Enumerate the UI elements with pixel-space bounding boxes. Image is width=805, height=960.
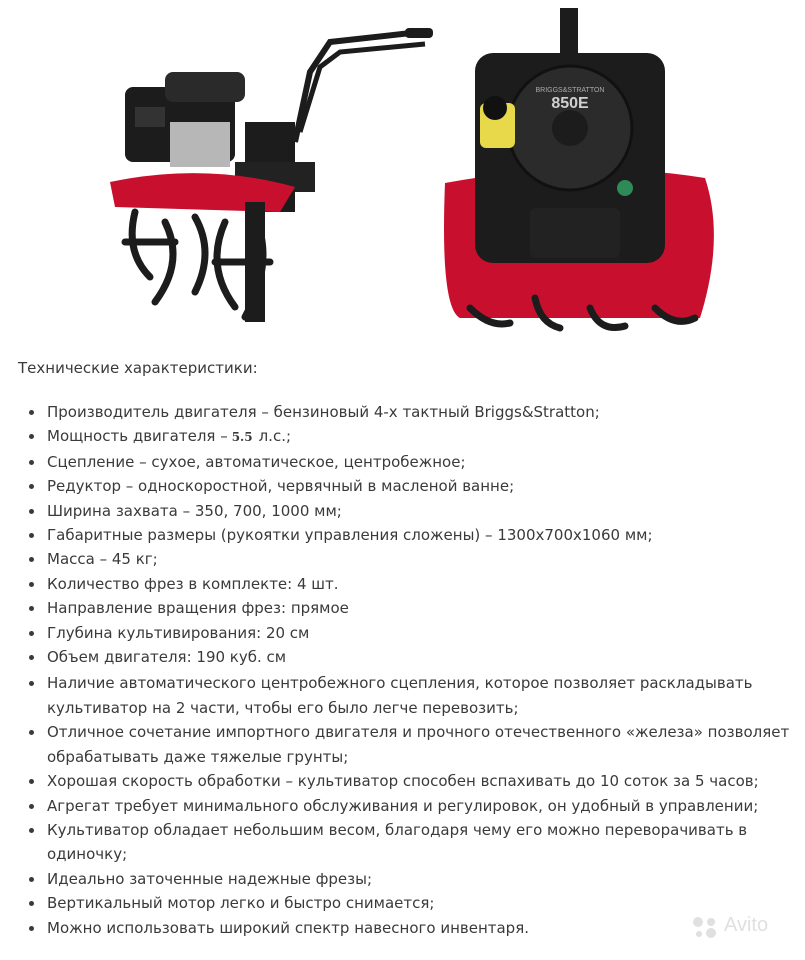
list-item: Хорошая скорость обработки – культиватор способен вспахивать до 10 соток за 5 часов; (18, 769, 800, 793)
list-item: Габаритные размеры (рукоятки управления сложены) – 1300х700х1060 мм; (18, 523, 800, 547)
list-item: Наличие автоматического центробежного сцепления, которое позволяет раскладывать культиватор на 2 части, чтобы его было легче перевозить; (18, 671, 800, 720)
engine-brand-label: BRIGGS&STRATTON (535, 87, 605, 94)
avito-watermark (690, 912, 800, 942)
specs-list (18, 400, 800, 940)
list-item: Отличное сочетание импортного двигателя и прочного отечественного «железа» позволяет обрабатывать даже тяжелые грунты; (18, 720, 800, 769)
watermark-text: Avito (724, 914, 769, 936)
list-item: Идеально заточенные надежные фрезы; (18, 867, 800, 891)
list-item: Культиватор обладает небольшим весом, благодаря чему его можно переворачивать в одиночку; (18, 818, 800, 867)
list-item: Количество фрез в комплекте: 4 шт. (18, 572, 800, 596)
list-item: Объем двигателя: 190 куб. см (18, 645, 800, 669)
cultivator-front-photo (440, 8, 720, 338)
list-item: Редуктор – односкоростной, червячный в масленой ванне; (18, 474, 800, 498)
list-item: Производитель двигателя – бензиновый 4-х тактный Briggs&Stratton; (18, 400, 800, 424)
list-item: Направление вращения фрез: прямое (18, 596, 800, 620)
list-item: Агрегат требует минимального обслуживания и регулировок, он удобный в управлении; (18, 794, 800, 818)
avito-logo-icon (690, 915, 720, 939)
list-item: Мощность двигателя – 5.5 л.с.; (18, 424, 800, 449)
list-item: Вертикальный мотор легко и быстро снимается; (18, 891, 800, 915)
list-item: Можно использовать широкий спектр навесного инвентаря. (18, 916, 800, 940)
specs-heading: Технические характеристики: (18, 359, 258, 377)
list-item: Сцепление – сухое, автоматическое, центробежное; (18, 450, 800, 474)
product-photos (0, 0, 805, 345)
list-item: Масса – 45 кг; (18, 547, 800, 571)
list-item: Ширина захвата – 350, 700, 1000 мм; (18, 499, 800, 523)
engine-model-label: 850E (551, 95, 589, 112)
list-item: Глубина культивирования: 20 см (18, 621, 800, 645)
cultivator-side-photo (95, 12, 455, 332)
engine-power-value: 5.5 (231, 430, 253, 445)
